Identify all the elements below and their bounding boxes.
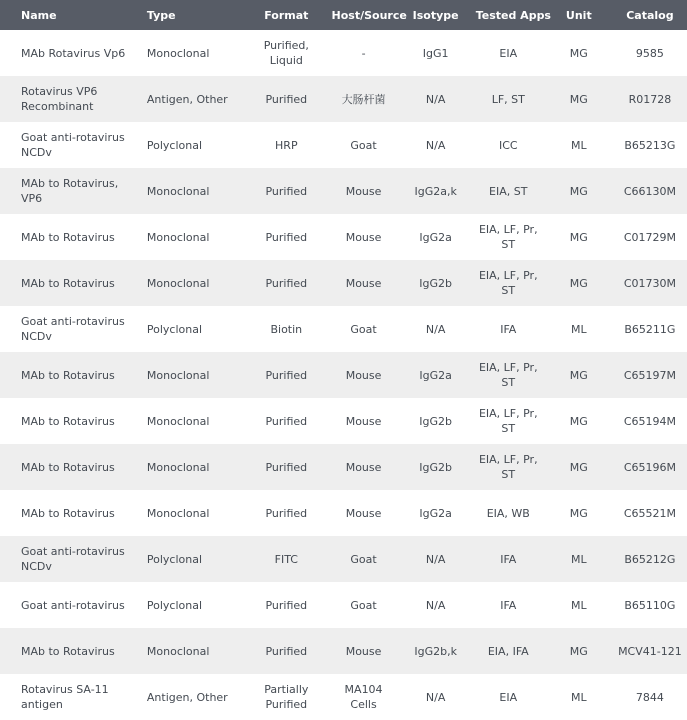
product-unit: MG xyxy=(569,184,588,198)
product-host: Mouse xyxy=(345,230,382,244)
product-host: Mouse xyxy=(345,368,382,382)
product-name[interactable]: MAb to Rotavirus xyxy=(21,230,115,244)
product-format: Purified xyxy=(265,276,308,290)
product-host: 大肠杆菌 xyxy=(341,92,386,106)
product-name[interactable]: Goat anti-rotavirus NCDv xyxy=(21,131,125,159)
product-isotype: N/A xyxy=(425,598,446,612)
product-unit: MG xyxy=(569,92,588,106)
product-isotype: N/A xyxy=(425,552,446,566)
product-type: Antigen, Other xyxy=(146,690,228,704)
product-tested-apps: EIA, LF, Pr, ST xyxy=(478,269,538,297)
product-host: Goat xyxy=(350,552,377,566)
product-isotype: IgG1 xyxy=(422,46,449,60)
table-row[interactable] xyxy=(0,214,687,260)
product-isotype: IgG2b xyxy=(419,414,453,428)
product-catalog[interactable]: B65212G xyxy=(624,552,676,566)
product-type: Monoclonal xyxy=(146,46,210,60)
product-name[interactable]: Goat anti-rotavirus NCDv xyxy=(21,545,125,573)
product-format: Purified, Liquid xyxy=(263,39,309,67)
table-row[interactable] xyxy=(0,122,687,168)
table-row[interactable] xyxy=(0,76,687,122)
product-catalog[interactable]: C66130M xyxy=(623,184,676,198)
column-header-unit[interactable]: Unit xyxy=(565,8,592,22)
product-isotype: N/A xyxy=(425,138,446,152)
product-type: Antigen, Other xyxy=(146,92,228,106)
table-header xyxy=(0,0,687,30)
product-host: - xyxy=(361,46,366,60)
table-row[interactable] xyxy=(0,674,687,720)
column-header-type[interactable]: Type xyxy=(146,8,176,22)
product-format: Purified xyxy=(265,184,308,198)
product-type: Polyclonal xyxy=(146,552,203,566)
product-unit: ML xyxy=(571,552,587,566)
product-name[interactable]: MAb to Rotavirus xyxy=(21,644,115,658)
product-catalog[interactable]: 7844 xyxy=(635,690,664,704)
product-host: Mouse xyxy=(345,506,382,520)
product-host: Mouse xyxy=(345,414,382,428)
product-tested-apps: EIA xyxy=(499,690,518,704)
product-host: Goat xyxy=(350,138,377,152)
product-isotype: N/A xyxy=(425,690,446,704)
product-type: Monoclonal xyxy=(146,184,210,198)
product-catalog[interactable]: B65110G xyxy=(624,598,676,612)
column-header-tested-apps[interactable]: Tested Apps xyxy=(475,8,551,22)
product-format: Purified xyxy=(265,598,308,612)
product-type: Monoclonal xyxy=(146,414,210,428)
table-row[interactable] xyxy=(0,398,687,444)
table-row[interactable] xyxy=(0,168,687,214)
product-isotype: IgG2a xyxy=(419,506,452,520)
product-format: Partially Purified xyxy=(264,683,309,711)
product-type: Monoclonal xyxy=(146,460,210,474)
product-type: Polyclonal xyxy=(146,598,203,612)
product-tested-apps: IFA xyxy=(500,598,517,612)
table-row[interactable] xyxy=(0,628,687,674)
product-unit: MG xyxy=(569,460,588,474)
product-tested-apps: EIA xyxy=(499,46,518,60)
product-unit: MG xyxy=(569,276,588,290)
product-unit: MG xyxy=(569,230,588,244)
product-catalog[interactable]: C01729M xyxy=(623,230,676,244)
product-host: Goat xyxy=(350,322,377,336)
product-unit: MG xyxy=(569,46,588,60)
product-catalog[interactable]: B65211G xyxy=(624,322,676,336)
product-tested-apps: EIA, IFA xyxy=(487,644,529,658)
product-type: Monoclonal xyxy=(146,276,210,290)
column-header-host[interactable]: Host/Source xyxy=(331,8,407,22)
table-row[interactable] xyxy=(0,536,687,582)
product-name[interactable]: Goat anti-rotavirus xyxy=(21,598,125,612)
table-row[interactable] xyxy=(0,582,687,628)
product-unit: ML xyxy=(571,322,587,336)
column-header-isotype[interactable]: Isotype xyxy=(412,8,459,22)
product-name[interactable]: MAb to Rotavirus xyxy=(21,460,115,474)
table-row[interactable] xyxy=(0,306,687,352)
table-row[interactable] xyxy=(0,352,687,398)
product-catalog[interactable]: R01728 xyxy=(628,92,672,106)
product-tested-apps: EIA, WB xyxy=(486,506,530,520)
product-format: Purified xyxy=(265,368,308,382)
product-unit: ML xyxy=(571,598,587,612)
product-tested-apps: IFA xyxy=(500,322,517,336)
header-row xyxy=(0,0,687,30)
product-type: Monoclonal xyxy=(146,644,210,658)
product-format: Purified xyxy=(265,230,308,244)
product-isotype: IgG2b,k xyxy=(414,644,457,658)
product-unit: MG xyxy=(569,644,588,658)
product-host: Mouse xyxy=(345,644,382,658)
product-catalog[interactable]: C65194M xyxy=(623,414,676,428)
product-host: Goat xyxy=(350,598,377,612)
product-tested-apps: EIA, LF, Pr, ST xyxy=(478,407,538,435)
product-host: Mouse xyxy=(345,460,382,474)
column-header-format[interactable]: Format xyxy=(264,8,309,22)
product-isotype: N/A xyxy=(425,92,446,106)
product-format: FITC xyxy=(274,552,298,566)
product-tested-apps: EIA, LF, Pr, ST xyxy=(478,223,538,251)
product-host: MA104 Cells xyxy=(344,683,383,711)
product-name[interactable]: MAb to Rotavirus, VP6 xyxy=(21,177,119,205)
product-format: Biotin xyxy=(270,322,303,336)
table-row[interactable] xyxy=(0,444,687,490)
product-catalog[interactable]: C65521M xyxy=(623,506,676,520)
product-isotype: IgG2a xyxy=(419,368,452,382)
product-isotype: IgG2b xyxy=(419,460,453,474)
product-format: Purified xyxy=(265,506,308,520)
product-isotype: IgG2a,k xyxy=(414,184,457,198)
product-catalog[interactable]: B65213G xyxy=(624,138,676,152)
product-catalog[interactable]: C65196M xyxy=(623,460,676,474)
product-name[interactable]: MAb to Rotavirus xyxy=(21,276,115,290)
product-tested-apps: LF, ST xyxy=(491,92,525,106)
product-unit: ML xyxy=(571,690,587,704)
product-type: Monoclonal xyxy=(146,230,210,244)
product-format: Purified xyxy=(265,414,308,428)
product-catalog[interactable]: 9585 xyxy=(635,46,664,60)
product-tested-apps: EIA, LF, Pr, ST xyxy=(478,453,538,481)
product-name[interactable]: Rotavirus VP6 Recombinant xyxy=(21,85,98,113)
product-type: Polyclonal xyxy=(146,322,203,336)
product-format: Purified xyxy=(265,644,308,658)
product-tested-apps: IFA xyxy=(500,552,517,566)
product-name[interactable]: Goat anti-rotavirus NCDv xyxy=(21,315,125,343)
product-name[interactable]: MAb to Rotavirus xyxy=(21,506,115,520)
product-type: Polyclonal xyxy=(146,138,203,152)
product-tested-apps: ICC xyxy=(498,138,518,152)
product-catalog[interactable]: C65197M xyxy=(623,368,676,382)
table-row[interactable] xyxy=(0,30,687,76)
product-unit: MG xyxy=(569,414,588,428)
column-header-catalog[interactable]: Catalog xyxy=(626,8,674,22)
product-isotype: N/A xyxy=(425,322,446,336)
product-unit: ML xyxy=(571,138,587,152)
product-isotype: IgG2a xyxy=(419,230,452,244)
product-host: Mouse xyxy=(345,184,382,198)
table-row[interactable] xyxy=(0,260,687,306)
product-type: Monoclonal xyxy=(146,368,210,382)
product-catalog[interactable]: MCV41-121 xyxy=(618,644,682,658)
product-name[interactable]: MAb Rotavirus Vp6 xyxy=(21,46,126,60)
product-catalog[interactable]: C01730M xyxy=(623,276,676,290)
product-tested-apps: EIA, ST xyxy=(489,184,528,198)
product-name[interactable]: Rotavirus SA-11 antigen xyxy=(21,683,109,711)
product-unit: MG xyxy=(569,368,588,382)
table-row[interactable] xyxy=(0,490,687,536)
product-format: Purified xyxy=(265,92,308,106)
column-header-name[interactable]: Name xyxy=(21,8,57,22)
product-tested-apps: EIA, LF, Pr, ST xyxy=(478,361,538,389)
product-name[interactable]: MAb to Rotavirus xyxy=(21,368,115,382)
product-name[interactable]: MAb to Rotavirus xyxy=(21,414,115,428)
product-format: HRP xyxy=(275,138,298,152)
table-body xyxy=(0,30,687,720)
product-isotype: IgG2b xyxy=(419,276,453,290)
product-host: Mouse xyxy=(345,276,382,290)
product-format: Purified xyxy=(265,460,308,474)
product-unit: MG xyxy=(569,506,588,520)
product-type: Monoclonal xyxy=(146,506,210,520)
